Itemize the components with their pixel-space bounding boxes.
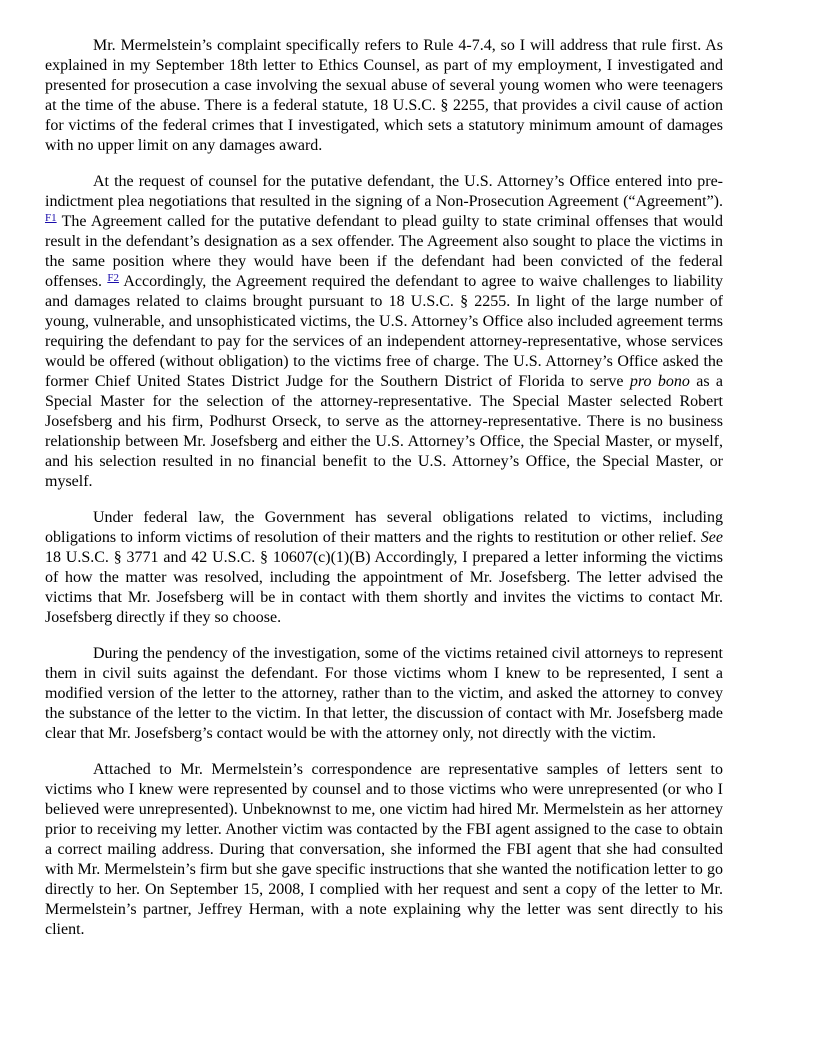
paragraph <box>45 760 723 940</box>
paragraph <box>45 644 723 744</box>
footnote-link-f1[interactable]: F1 <box>45 212 57 224</box>
paragraph-text: 18 U.S.C. § 3771 and 42 U.S.C. § 10607(c)(1)(B) Accordingly, I prepared a letter informing the victims of how the matter was resolved, including the appointment of Mr. Josefsberg. The letter advised the victims that Mr. Josefsberg will be in contact with them shortly and invites the victims to contact Mr. Josefsberg directly if they so choose. <box>45 549 723 626</box>
paragraph-text: Accordingly, the Agreement required the defendant to agree to waive challenges to liability and damages related to claims brought pursuant to 18 U.S.C. § 2255. In light of the large number of young, vulnerable, and unsophisticated victims, the U.S. Attorney’s Office also included agreement terms requiring the defendant to pay for the services of an independent attorney-representative, whose services would be offered (without obligation) to the victims free of charge. The U.S. Attorney’s Office asked the former Chief United States District Judge for the Southern District of Florida to serve <box>45 273 723 390</box>
paragraph <box>45 172 723 492</box>
paragraph-text: During the pendency of the investigation, some of the victims retained civil attorneys to represent them in civil suits against the defendant. For those victims whom I knew to be represented, I sent a modified version of the letter to the attorney, rather than to the victim, and asked the attorney to convey the substance of the letter to the victim. In that letter, the discussion of contact with Mr. Josefsberg made clear that Mr. Josefsberg’s contact would be with the attorney only, not directly with the victim. <box>45 645 723 742</box>
document-body <box>45 36 723 956</box>
paragraph <box>45 36 723 156</box>
italic-text: pro bono <box>629 373 690 390</box>
italic-text: See <box>700 529 723 546</box>
paragraph-text: Attached to Mr. Mermelstein’s correspondence are representative samples of letters sent to victims who I knew were represented by counsel and to those victims who were unrepresented (or who I believed were unrepresented). Unbeknownst to me, one victim had hired Mr. Mermelstein as her attorney prior to receiving my letter. Another victim was contacted by the FBI agent assigned to the case to obtain a correct mailing address. During that conversation, she informed the FBI agent that she had consulted with Mr. Mermelstein’s firm but she gave specific instructions that she wanted the notification letter to go directly to her. On September 15, 2008, I complied with her request and sent a copy of the letter to Mr. Mermelstein’s partner, Jeffrey Herman, with a note explaining why the letter was sent directly to his client. <box>45 761 723 938</box>
paragraph-text: as a Special Master for the selection of the attorney-representative. The Special Master selected Robert Josefsberg and his firm, Podhurst Orseck, to serve as the attorney-representative. There is no business relationship between Mr. Josefsberg and either the U.S. Attorney’s Office, the Special Master, or myself, and his selection resulted in no financial benefit to the U.S. Attorney’s Office, the Special Master, or myself. <box>45 373 723 490</box>
paragraph-text: At the request of counsel for the putative defendant, the U.S. Attorney’s Office entered into pre-indictment plea negotiations that resulted in the signing of a Non-Prosecution Agreement (“Agreement”). <box>45 173 723 210</box>
paragraph-text: Under federal law, the Government has several obligations related to victims, including obligations to inform victims of resolution of their matters and the rights to restitution or other relief. <box>45 509 723 546</box>
footnote-link-f2[interactable]: F2 <box>107 272 119 284</box>
paragraph-text: The Agreement called for the putative defendant to plead guilty to state criminal offenses that would result in the defendant’s designation as a sex offender. The Agreement also sought to place the victims in the same position where they would have been if the defendant had been convicted of the federal offenses. <box>45 213 723 290</box>
paragraph-text: Mr. Mermelstein’s complaint specifically refers to Rule 4-7.4, so I will address that rule first. As explained in my September 18th letter to Ethics Counsel, as part of my employment, I investigated and presented for prosecution a case involving the sexual abuse of several young women who were teenagers at the time of the abuse. There is a federal statute, 18 U.S.C. § 2255, that provides a civil cause of action for victims of the federal crimes that I investigated, which sets a statutory minimum amount of damages with no upper limit on any damages award. <box>45 37 723 154</box>
paragraph <box>45 508 723 628</box>
